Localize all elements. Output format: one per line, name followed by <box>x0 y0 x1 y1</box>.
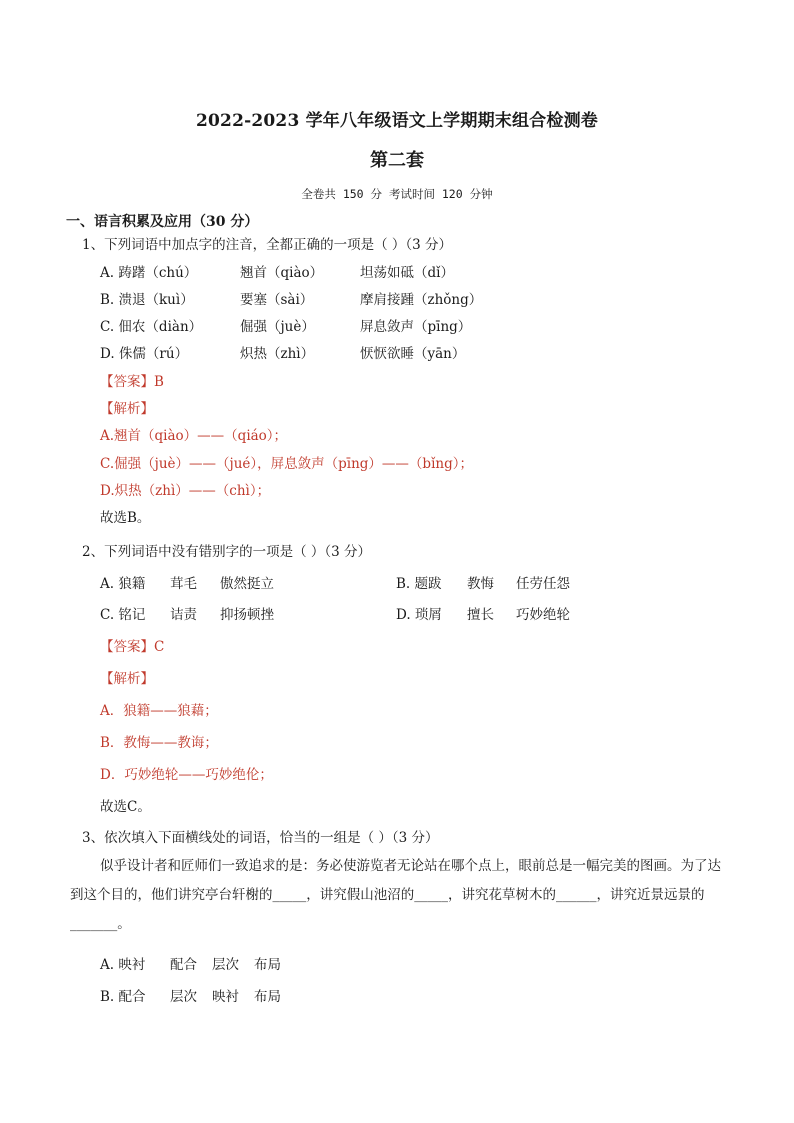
q1-option-c-word2: 倔强（juè） <box>240 319 315 335</box>
q1-option-d-word1: D. 侏儒（rú） <box>100 346 189 362</box>
section-heading: 一、语言积累及应用（30 分） <box>66 214 259 230</box>
q3-passage: 似乎设计者和匠师们一致追求的是：务必使游览者无论站在哪个点上，眼前总是一幅完美的图画。为了达到这个目的，他们讲究亭台轩榭的_____，讲究假山池沼的_____，讲究花草树木的______，讲究近景远景的_______。 <box>70 858 721 932</box>
q2-analysis-line: D．巧妙绝轮——巧妙绝伦； <box>100 767 273 783</box>
q1-analysis-line: C.倔强（juè）——（jué），屏息敛声（pīng）——（bǐng）； <box>100 456 473 472</box>
q1-option-c-word1: C. 佃农（diàn） <box>100 319 203 335</box>
q2-option-c-word1: C. 铭记 <box>100 607 146 623</box>
page-title: 2022-2023 学年八年级语文上学期期末组合检测卷 <box>195 111 598 131</box>
q2-option-c-word3: 抑扬顿挫 <box>220 607 274 623</box>
q2-option-d-word1: D. 琐屑 <box>396 607 442 623</box>
q2-option-c-word2: 诘责 <box>170 607 197 623</box>
answer-label: 【答案】 <box>100 374 154 390</box>
q1-option-b-word3: 摩肩接踵（zhǒng） <box>360 292 483 308</box>
q3-option-b-word2: 层次 <box>170 989 197 1005</box>
q1-analysis-label: 【解析】 <box>100 401 154 417</box>
q2-option-d-word2: 擅长 <box>467 607 494 623</box>
q2-option-a-word1: A. 狼籍 <box>100 576 146 592</box>
question-1-stem: 1、下列词语中加点字的注音，全都正确的一项是（ ）（3 分） <box>82 237 453 253</box>
q3-option-a-word4: 布局 <box>254 957 281 973</box>
q2-option-b-word1: B. 题跋 <box>396 576 442 592</box>
q2-conclusion: 故选C。 <box>100 799 151 815</box>
q3-option-a-word2: 配合 <box>170 957 197 973</box>
q1-option-d-word2: 炽热（zhì） <box>240 346 315 362</box>
q1-analysis-line: D.炽热（zhì）——（chì）； <box>100 483 271 499</box>
q1-conclusion: 故选B。 <box>100 510 151 526</box>
q2-option-a-word3: 傲然挺立 <box>220 576 274 592</box>
q2-option-d-word3: 巧妙绝轮 <box>516 607 570 623</box>
q1-analysis-line: A.翘首（qiào）——（qiáo）； <box>100 428 288 444</box>
q2-analysis-line: A．狼籍——狼藉； <box>100 703 218 719</box>
q3-option-b-word3: 映衬 <box>212 989 239 1005</box>
q2-answer <box>100 635 164 655</box>
page-subtitle: 第二套 <box>370 150 424 171</box>
answer-value: C <box>154 639 165 655</box>
q1-option-d-word3: 恹恹欲睡（yān） <box>360 346 466 362</box>
answer-value: B <box>154 374 164 390</box>
q2-analysis-label: 【解析】 <box>100 671 154 687</box>
q2-option-b-word3: 任劳任怨 <box>516 576 570 592</box>
q3-option-b-word1: B. 配合 <box>100 989 146 1005</box>
q3-option-a-word3: 层次 <box>212 957 239 973</box>
q1-option-a-word2: 翘首（qiào） <box>240 265 324 281</box>
q1-option-b-word1: B. 溃退（kuì） <box>100 292 194 308</box>
question-2-stem: 2、下列词语中没有错别字的一项是（ ）（3 分） <box>82 544 372 560</box>
q1-option-c-word3: 屏息敛声（pīng） <box>360 319 472 335</box>
q1-answer <box>100 370 164 390</box>
q2-option-b-word2: 教悔 <box>467 576 494 592</box>
q3-option-b-word4: 布局 <box>254 989 281 1005</box>
q1-option-a-word3: 坦荡如砥（dǐ） <box>360 265 454 281</box>
q1-option-a-word1: A. 踌躇（chú） <box>100 265 198 281</box>
q2-analysis-line: B．教悔——教诲； <box>100 735 218 751</box>
question-3-stem: 3、依次填入下面横线处的词语，恰当的一组是（ ）（3 分） <box>82 830 439 846</box>
answer-label: 【答案】 <box>100 639 154 655</box>
q2-option-a-word2: 茸毛 <box>170 576 197 592</box>
q3-option-a-word1: A. 映衬 <box>100 957 146 973</box>
exam-info: 全卷共 150 分 考试时间 120 分钟 <box>301 187 493 201</box>
q1-option-b-word2: 要塞（sài） <box>240 292 314 308</box>
